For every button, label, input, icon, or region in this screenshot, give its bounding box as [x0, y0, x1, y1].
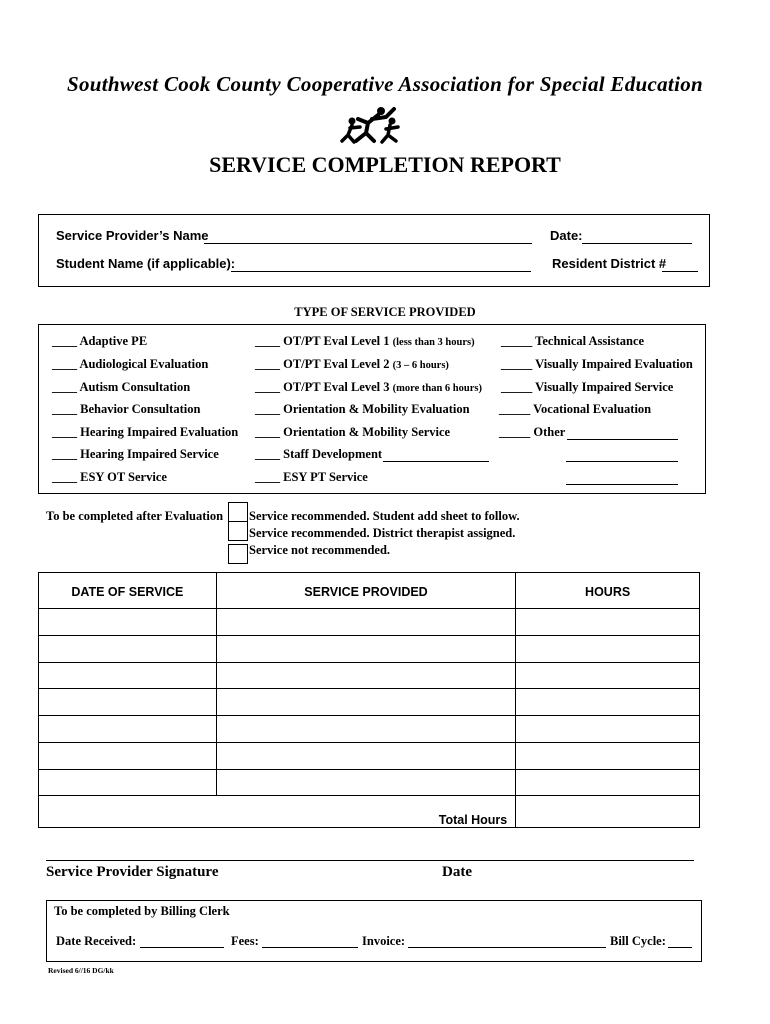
- table-row: [39, 635, 700, 662]
- service-option-technical-assistance[interactable]: [501, 334, 644, 349]
- bill-cycle-field[interactable]: [668, 947, 692, 948]
- eval-checkbox-district-therapist[interactable]: [228, 521, 248, 541]
- service-option-label: Orientation & Mobility Evaluation: [283, 402, 470, 416]
- checkbox-blank[interactable]: ____: [52, 357, 77, 371]
- hours-cell[interactable]: [516, 609, 700, 636]
- service-option-esy-ot-service[interactable]: [52, 470, 167, 485]
- staff-development-field[interactable]: [383, 461, 489, 462]
- service-cell[interactable]: [216, 609, 516, 636]
- checkbox-blank[interactable]: ____: [255, 357, 280, 371]
- service-option-hearing-impaired-service[interactable]: [52, 447, 219, 462]
- signature-label: Service Provider Signature: [46, 864, 219, 880]
- checkbox-blank[interactable]: ____: [255, 447, 280, 461]
- service-option-label: Technical Assistance: [535, 334, 645, 348]
- revision-note: Revised 6//16 DG/kk: [48, 966, 114, 975]
- checkbox-blank[interactable]: ____: [255, 425, 280, 439]
- service-option-label: Audiological Evaluation: [79, 357, 209, 371]
- signature-date-label: Date: [442, 864, 472, 880]
- service-option-label: OT/PT Eval Level 1: [283, 334, 390, 348]
- checkbox-blank[interactable]: _____: [499, 402, 531, 416]
- service-cell[interactable]: [216, 689, 516, 716]
- evaluation-label: To be completed after Evaluation: [46, 509, 224, 523]
- invoice-field[interactable]: [408, 947, 606, 948]
- other-field-3[interactable]: [566, 484, 678, 485]
- service-option-note: (more than 6 hours): [392, 383, 482, 394]
- other-field-1[interactable]: [567, 439, 678, 440]
- eval-checkbox-not-recommended[interactable]: [228, 544, 248, 564]
- date-cell[interactable]: [39, 662, 217, 689]
- service-option-label: ESY PT Service: [283, 470, 368, 484]
- service-option-otpt-eval-level-3[interactable]: [255, 380, 482, 395]
- other-field-2[interactable]: [566, 461, 678, 462]
- service-option-other[interactable]: [499, 425, 565, 440]
- service-option-adaptive-pe[interactable]: [52, 334, 147, 349]
- organization-name: Southwest Cook County Cooperative Association for Special Education: [67, 72, 703, 96]
- service-option-otpt-eval-level-2[interactable]: [255, 357, 449, 372]
- service-option-visually-impaired-evaluation[interactable]: [501, 357, 693, 372]
- service-cell[interactable]: [216, 662, 516, 689]
- checkbox-blank[interactable]: ____: [52, 470, 77, 484]
- billing-heading: To be completed by Billing Clerk: [54, 904, 230, 918]
- service-option-otpt-eval-level-1[interactable]: [255, 334, 475, 349]
- service-option-label: Vocational Evaluation: [533, 402, 652, 416]
- service-option-vocational-evaluation[interactable]: [499, 402, 651, 417]
- eval-checkbox-student-add-sheet[interactable]: [228, 502, 248, 522]
- hours-cell[interactable]: [516, 635, 700, 662]
- date-field[interactable]: [582, 243, 692, 244]
- checkbox-blank[interactable]: _____: [501, 380, 533, 394]
- table-row: [39, 689, 700, 716]
- checkbox-blank[interactable]: _____: [499, 425, 531, 439]
- hours-cell[interactable]: [516, 662, 700, 689]
- service-cell[interactable]: [216, 742, 516, 769]
- hours-cell[interactable]: [516, 742, 700, 769]
- bill-cycle-label: Bill Cycle:: [610, 934, 666, 948]
- checkbox-blank[interactable]: ____: [52, 447, 77, 461]
- table-header-row: [39, 573, 700, 609]
- service-option-note: (3 – 6 hours): [392, 360, 449, 371]
- date-received-label: Date Received:: [56, 934, 137, 948]
- service-option-behavior-consultation[interactable]: [52, 402, 200, 417]
- eval-option-student-add-sheet: Service recommended. Student add sheet to follow.: [249, 509, 520, 523]
- service-log-table: [38, 572, 700, 828]
- date-received-field[interactable]: [140, 947, 224, 948]
- service-option-esy-pt-service[interactable]: [255, 470, 368, 485]
- service-option-label: OT/PT Eval Level 3: [283, 380, 390, 394]
- service-option-label: Hearing Impaired Evaluation: [80, 425, 239, 439]
- service-cell[interactable]: [216, 716, 516, 743]
- signature-line[interactable]: [46, 860, 694, 861]
- checkbox-blank[interactable]: ____: [52, 425, 77, 439]
- invoice-label: Invoice:: [362, 934, 406, 948]
- date-cell[interactable]: [39, 769, 217, 796]
- hours-cell[interactable]: [516, 689, 700, 716]
- date-of-service-header: DATE OF SERVICE: [39, 573, 217, 609]
- fees-field[interactable]: [262, 947, 358, 948]
- fees-label: Fees:: [231, 934, 259, 948]
- service-option-label: Adaptive PE: [79, 334, 148, 348]
- checkbox-blank[interactable]: ____: [52, 402, 77, 416]
- page-title: SERVICE COMPLETION REPORT: [209, 152, 561, 177]
- hours-header: HOURS: [516, 573, 700, 609]
- service-option-note: (less than 3 hours): [392, 337, 475, 348]
- checkbox-blank[interactable]: _____: [501, 357, 533, 371]
- service-option-label: Hearing Impaired Service: [80, 447, 219, 461]
- checkbox-blank[interactable]: _____: [501, 334, 533, 348]
- eval-option-not-recommended: Service not recommended.: [249, 543, 391, 557]
- date-label: Date:: [550, 228, 583, 243]
- checkbox-blank[interactable]: ____: [255, 334, 280, 348]
- total-hours-cell[interactable]: [516, 796, 700, 828]
- student-name-field[interactable]: [231, 271, 531, 272]
- total-hours-label: Total Hours: [39, 796, 516, 828]
- provider-name-field[interactable]: [204, 243, 532, 244]
- service-option-label: ESY OT Service: [80, 470, 167, 484]
- service-option-label: Behavior Consultation: [80, 402, 201, 416]
- service-option-orientation-mobility-evaluation[interactable]: [255, 402, 470, 417]
- service-provided-header: SERVICE PROVIDED: [216, 573, 516, 609]
- checkbox-blank[interactable]: ____: [255, 470, 280, 484]
- service-type-heading: TYPE OF SERVICE PROVIDED: [294, 305, 476, 319]
- service-option-label: Staff Development: [283, 447, 383, 461]
- service-cell[interactable]: [216, 635, 516, 662]
- checkbox-blank[interactable]: ____: [255, 380, 280, 394]
- service-option-staff-development[interactable]: [255, 447, 382, 462]
- date-cell[interactable]: [39, 689, 217, 716]
- service-option-visually-impaired-service[interactable]: [501, 380, 673, 395]
- table-row: [39, 716, 700, 743]
- service-option-autism-consultation[interactable]: [52, 380, 190, 395]
- service-option-hearing-impaired-evaluation[interactable]: [52, 425, 238, 440]
- total-row: [39, 796, 700, 828]
- date-cell[interactable]: [39, 635, 217, 662]
- service-option-label: Orientation & Mobility Service: [283, 425, 451, 439]
- table-row: [39, 769, 700, 796]
- service-option-audiological-evaluation[interactable]: [52, 357, 208, 372]
- table-row: [39, 662, 700, 689]
- date-cell[interactable]: [39, 716, 217, 743]
- service-option-label: Autism Consultation: [79, 380, 191, 394]
- table-row: [39, 742, 700, 769]
- checkbox-blank[interactable]: ____: [52, 380, 77, 394]
- hours-cell[interactable]: [516, 716, 700, 743]
- service-option-label: Visually Impaired Evaluation: [535, 357, 693, 371]
- resident-district-label: Resident District #: [552, 256, 667, 271]
- date-cell[interactable]: [39, 609, 217, 636]
- provider-name-label: Service Provider’s Name: [56, 228, 209, 243]
- checkbox-blank[interactable]: ____: [255, 402, 280, 416]
- service-cell[interactable]: [216, 769, 516, 796]
- student-name-label: Student Name (if applicable):: [56, 256, 236, 271]
- hours-cell[interactable]: [516, 769, 700, 796]
- running-figures-logo-icon: [338, 105, 402, 145]
- table-row: [39, 609, 700, 636]
- provider-info-box: [38, 214, 710, 287]
- checkbox-blank[interactable]: ____: [52, 334, 77, 348]
- service-option-label: OT/PT Eval Level 2: [283, 357, 390, 371]
- eval-option-district-therapist: Service recommended. District therapist assigned.: [249, 526, 516, 540]
- resident-district-field[interactable]: [662, 271, 698, 272]
- date-cell[interactable]: [39, 742, 217, 769]
- service-option-label: Visually Impaired Service: [535, 380, 674, 394]
- service-option-orientation-mobility-service[interactable]: [255, 425, 450, 440]
- service-option-label: Other: [533, 425, 566, 439]
